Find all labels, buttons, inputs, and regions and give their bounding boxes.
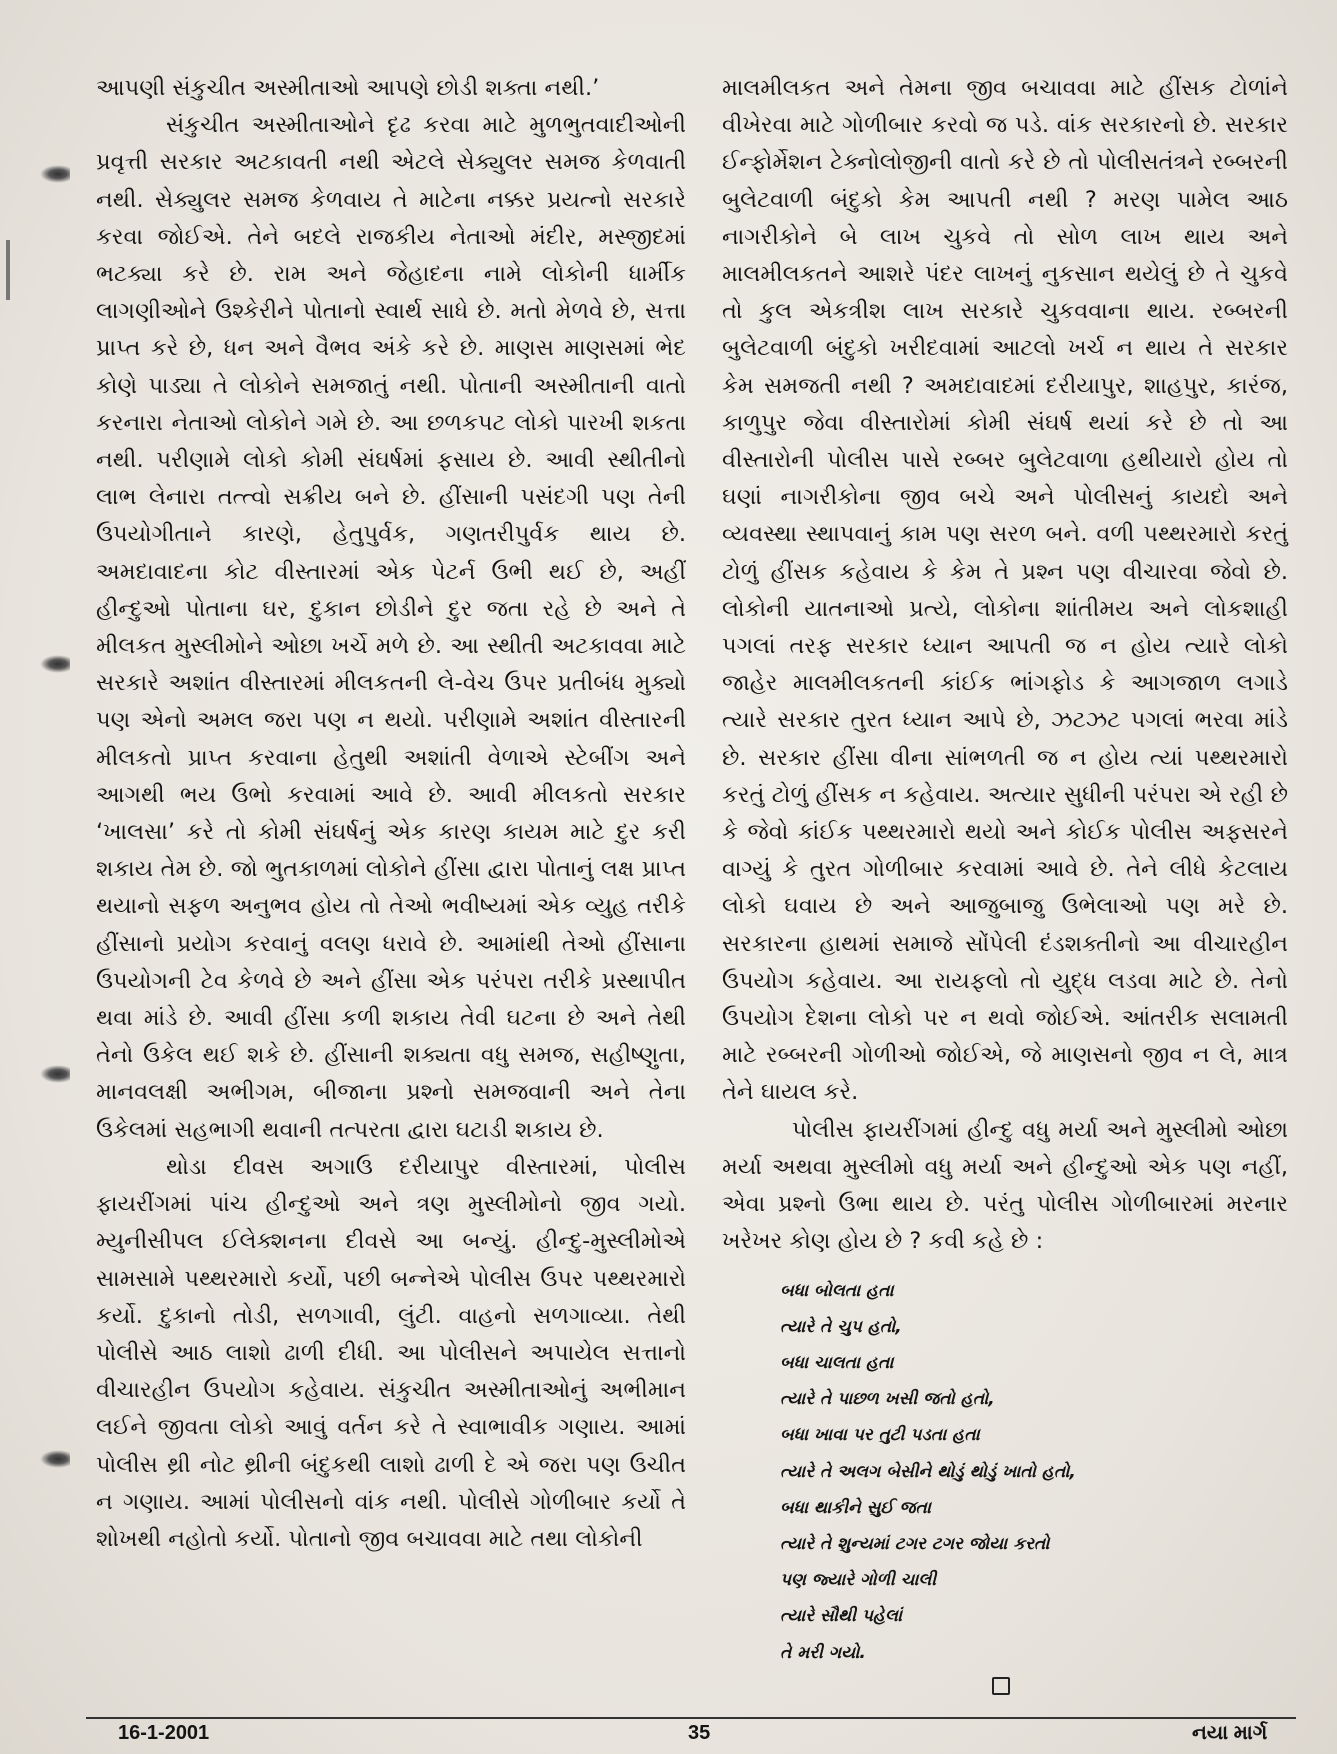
end-of-article-icon [992,1677,1010,1695]
poem [780,1273,1288,1671]
margin-arrow-mark [40,1450,70,1468]
poem-line: ત્યારે તે શુન્યમાં ટગર ટગર જોયા કરતો [780,1533,1050,1554]
poem-line: ત્યારે તે ચુપ હતો, [780,1316,902,1337]
paragraph: પોલીસ ફાયરીંગમાં હીન્દુ વધુ મર્યા અને મુસ્લીમો ઓછા મર્યા અથવા મુસ્લીમો વધુ મર્યા અને હીન્દુઓ એક પણ નહીં, એવા પ્રશ્નો ઉભા થાય છે. પરંતુ પોલીસ ગોળીબારમાં મરનાર ખરેખર કોણ હોય છે ? કવી કહે છે : [722,1116,1288,1255]
poem-line: બધા થાકીને સુઈ જતા [780,1497,931,1518]
paragraph: આપણી સંકુચીત અસ્મીતાઓ આપણે છોડી શક્તા નથી.’ [96,75,600,101]
right-column [722,70,1288,1695]
issue-date: 16-1-2001 [118,1722,210,1744]
magazine-name: નયા માર્ગ [1192,1722,1268,1744]
poem-line: બધા ચાલતા હતા [780,1352,894,1373]
margin-arrow-mark [40,655,70,673]
page-number: 35 [688,1722,711,1744]
poem-line: તે મરી ગયો. [780,1642,866,1663]
poem-line: બધા ખાવા પર તુટી પડતા હતા [780,1425,980,1446]
paragraph: થોડા દીવસ અગાઉ દરીયાપુર વીસ્તારમાં, પોલીસ ફાયરીંગમાં પાંચ હીન્દુઓ અને ત્રણ મુસ્લીમોનો જીવ ગયો. મ્યુનીસીપલ ઈલેક્શનના દીવસે આ બન્યું. હીન્દુ-મુસ્લીમોએ સામસામે પથ્થરમારો કર્યો, પછી બન્નેએ પોલીસ ઉપર પથ્થરમારો કર્યો. દુકાનો તોડી, સળગાવી, લુંટી. વાહનો સળગાવ્યા. તેથી પોલીસે આઠ લાશો ઢાળી દીધી. આ પોલીસને અપાયેલ સત્તાનો વીચારહીન ઉપયોગ કહેવાય. સંકુચીત અસ્મીતાઓનું અભીમાન લઈને જીવતા લોકો આવું વર્તન કરે તે સ્વાભાવીક ગણાય. આમાં પોલીસ થ્રી નોટ થ્રીની બંદુકથી લાશો ઢાળી દે એ જરા પણ ઉચીત ન ગણાય. આમાં પોલીસનો વાંક નથી. પોલીસે ગોળીબાર કર્યો તે શોખથી નહોતો કર્યો. પોતાનો જીવ બચાવવા માટે તથા લોકોની [96,1153,686,1552]
binding-mark [6,240,10,300]
paragraph: સંકુચીત અસ્મીતાઓને દૃઢ કરવા માટે મુળભુતવાદીઓની પ્રવૃત્તી સરકાર અટકાવતી નથી એટલે સેક્યુલર સમજ કેળવાતી નથી. સેક્યુલર સમજ કેળવાય તે માટેના નક્કર પ્રયત્નો સરકારે કરવા જોઈએ. તેને બદલે રાજકીય નેતાઓ મંદીર, મસ્જીદમાં ભટક્યા કરે છે. રામ અને જેહાદના નામે લોકોની ધાર્મીક લાગણીઓને ઉશ્કેરીને પોતાનો સ્વાર્થ સાધે છે. મતો મેળવે છે, સત્તા પ્રાપ્ત કરે છે, ધન અને વૈભવ અંકે કરે છે. માણસ માણસમાં ભેદ કોણે પાડ્યા તે લોકોને સમજાતું નથી. પોતાની અસ્મીતાની વાતો કરનારા નેતાઓ લોકોને ગમે છે. આ છળકપટ લોકો પારખી શકતા નથી. પરીણામે લોકો કોમી સંઘર્ષમાં ફસાય છે. આવી સ્થીતીનો લાભ લેનારા તત્ત્વો સક્રીય બને છે. હીંસાની પસંદગી પણ તેની ઉપયોગીતાને કારણે, હેતુપુર્વક, ગણતરીપુર્વક થાય છે. અમદાવાદના કોટ વીસ્તારમાં એક પેટર્ન ઉભી થઈ છે, અહીં હીન્દુઓ પોતાના ઘર, દુકાન છોડીને દુર જતા રહે છે અને તે મીલકત મુસ્લીમોને ઓછા ખર્ચે મળે છે. આ સ્થીતી અટકાવવા માટે સરકારે અશાંત વીસ્તારમાં મીલકતની લે-વેચ ઉપર પ્રતીબંધ મુક્યો પણ એનો અમલ જરા પણ ન થયો. પરીણામે અશાંત વીસ્તારની મીલકતો પ્રાપ્ત કરવાના હેતુથી અશાંતી વેળાએ સ્ટેબીંગ અને આગથી ભય ઉભો કરવામાં આવે છે. આવી મીલકતો સરકાર ‘ખાલસા’ કરે તો કોમી સંઘર્ષનું એક કારણ કાયમ માટે દુર કરી શકાય તેમ છે. જો ભુતકાળમાં લોકોને હીંસા દ્વારા પોતાનું લક્ષ પ્રાપ્ત થયાનો સફળ અનુભવ હોય તો તેઓ ભવીષ્યમાં એક વ્યુહ તરીકે હીંસાનો પ્રયોગ કરવાનું વલણ ધરાવે છે. આમાંથી તેઓ હીંસાના ઉપયોગની ટેવ કેળવે છે અને હીંસા એક પરંપરા તરીકે પ્રસ્થાપીત થવા માંડે છે. આવી હીંસા કળી શકાય તેવી ઘટના છે અને તેથી તેનો ઉકેલ થઈ શકે છે. હીંસાની શક્યતા વધુ સમજ, સહીષ્ણુતા, માનવલક્ષી અભીગમ, બીજાના પ્રશ્નો સમજવાની અને તેના ઉકેલમાં સહભાગી થવાની તત્પરતા દ્વારા ઘટાડી શકાય છે. [96,112,686,1143]
margin-arrow-mark [40,165,70,183]
poem-line: ત્યારે તે પાછળ ખસી જતો હતો, [780,1389,995,1410]
poem-line: ત્યારે સૌથી પહેલાં [780,1606,902,1627]
poem-line: પણ જ્યારે ગોળી ચાલી [780,1570,937,1591]
paragraph: માલમીલકત અને તેમના જીવ બચાવવા માટે હીંસક ટોળાંને વીખેરવા માટે ગોળીબાર કરવો જ પડે. વાંક સરકારનો છે. સરકાર ઈન્ફોર્મેશન ટેક્નોલોજીની વાતો કરે છે તો પોલીસતંત્રને રબ્બરની બુલેટવાળી બંદુકો કેમ આપતી નથી ? મરણ પામેલ આઠ નાગરીકોને બે લાખ ચુકવે તો સોળ લાખ થાય અને માલમીલકતને આશરે પંદર લાખનું નુકસાન થયેલું છે તે ચુકવે તો કુલ એકત્રીશ લાખ સરકારે ચુકવવાના થાય. રબ્બરની બુલેટવાળી બંદુકો ખરીદવામાં આટલો ખર્ચ ન થાય તે સરકાર કેમ સમજતી નથી ? અમદાવાદમાં દરીયાપુર, શાહપુર, કારંજ, કાળુપુર જેવા વીસ્તારોમાં કોમી સંઘર્ષ થયાં કરે છે તો આ વીસ્તારોની પોલીસ પાસે રબ્બર બુલેટવાળા હથીયારો હોય તો ઘણાં નાગરીકોના જીવ બચે અને પોલીસનું કાયદો અને વ્યવસ્થા સ્થાપવાનું કામ પણ સરળ બને. વળી પથ્થરમારો કરતું ટોળું હીંસક કહેવાય કે કેમ તે પ્રશ્ન પણ વીચારવા જેવો છે. લોકોની યાતનાઓ પ્રત્યે, લોકોના શાંતીમય અને લોકશાહી પગલાં તરફ સરકાર ધ્યાન આપતી જ ન હોય ત્યારે લોકો જાહેર માલમીલકતની કાંઈક ભાંગફોડ કે આગજાળ લગાડે ત્યારે સરકાર તુરત ધ્યાન આપે છે, ઝટઝટ પગલાં ભરવા માંડે છે. સરકાર હીંસા વીના સાંભળતી જ ન હોય ત્યાં પથ્થરમારો કરતું ટોળું હીંસક ન કહેવાય. અત્યાર સુધીની પરંપરા એ રહી છે કે જેવો કાંઈક પથ્થરમારો થયો અને કોઈક પોલીસ અફસરને વાગ્યું કે તુરત ગોળીબાર કરવામાં આવે છે. તેને લીધે કેટલાય લોકો ઘવાય છે અને આજુબાજુ ઉભેલાઓ પણ મરે છે. સરકારના હાથમાં સમાજે સોંપેલી દંડશક્તીનો આ વીચારહીન ઉપયોગ કહેવાય. આ રાયફલો તો યુદ્ધ લડવા માટે છે. તેનો ઉપયોગ દેશના લોકો પર ન થવો જોઈએ. આંતરીક સલામતી માટે રબ્બરની ગોળીઓ જોઈએ, જે માણસનો જીવ ન લે, માત્ર તેને ઘાયલ કરે. [722,75,1288,1106]
left-column [96,70,686,1558]
margin-arrow-mark [40,1065,70,1083]
footer-rule [86,1717,1296,1719]
poem-line: ત્યારે તે અલગ બેસીને થોડું થોડું ખાતો હતો, [780,1461,1076,1482]
poem-line: બધા બોલતા હતા [780,1280,894,1301]
